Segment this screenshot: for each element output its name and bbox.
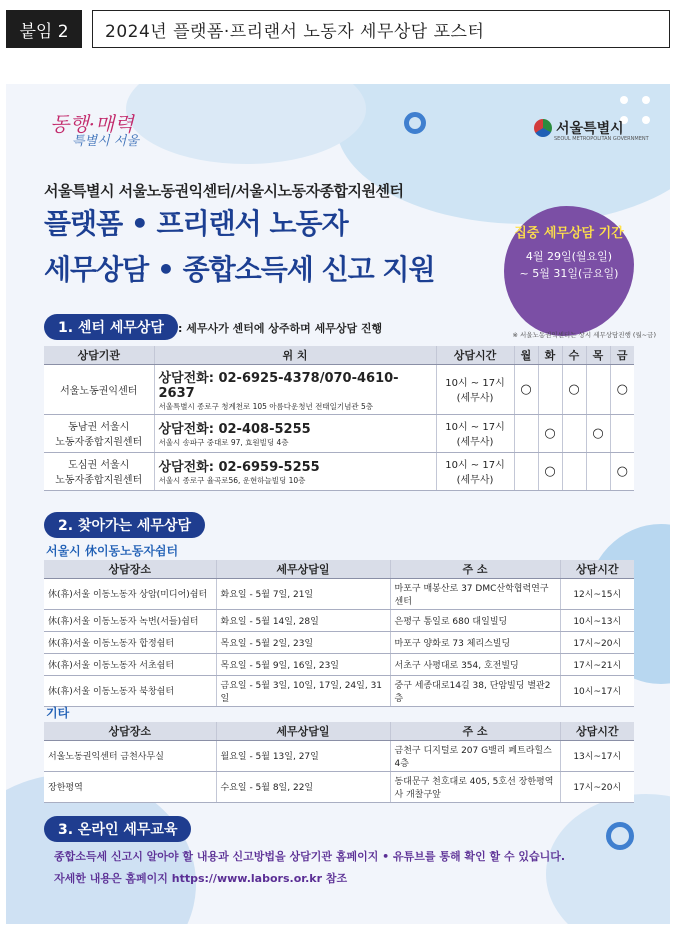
- table-row: [44, 653, 634, 675]
- poster-title-1: 플랫폼 • 프리랜서 노동자: [44, 207, 348, 240]
- cell-address: 은평구 통일로 680 대일빌딩: [390, 609, 560, 631]
- cell-day: [562, 414, 586, 452]
- cell-day: [586, 452, 610, 490]
- seoul-slogan-logo: [50, 114, 139, 149]
- section1-note: ※ 서울노동권익센터는 상시 세무상담진행 (월~금): [512, 331, 656, 339]
- cell-place: 休(휴)서울 이동노동자 녹번(서들)쉼터: [44, 609, 216, 631]
- cell-day: ○: [514, 364, 538, 414]
- table-row: [44, 631, 634, 653]
- cell-day: ○: [610, 364, 634, 414]
- seoul-city-logo: [534, 118, 649, 142]
- col-time: 상담시간: [560, 560, 634, 578]
- bg-blob: [336, 84, 670, 224]
- col-mon: 월: [514, 346, 538, 364]
- city-name: 서울특별시: [556, 121, 624, 137]
- cell-time: 17시~20시: [560, 771, 634, 802]
- time-note: (세무사): [456, 393, 494, 404]
- table-row: [44, 675, 634, 706]
- phone: 상담전화: 02-408-5255: [158, 422, 311, 437]
- slogan-sub: 특별시 서울: [72, 134, 139, 149]
- cell-date: 화요일 - 5월 14일, 28일: [216, 609, 390, 631]
- table-row: [44, 414, 634, 452]
- deco-dot: [642, 116, 650, 124]
- cell-date: 금요일 - 5월 3일, 10일, 17일, 24일, 31일: [216, 675, 390, 706]
- section2-sub2: 기타: [46, 706, 70, 720]
- col-org: 상담기관: [44, 346, 154, 364]
- cell-time: 12시~15시: [560, 578, 634, 609]
- document-header: [0, 0, 675, 64]
- slogan-main: 동행·매력: [50, 112, 134, 136]
- time: 10시 ~ 17시: [445, 422, 505, 433]
- cell-day: ○: [538, 414, 562, 452]
- cell-day: [562, 452, 586, 490]
- city-name-en: SEOUL METROPOLITAN GOVERNMENT: [554, 136, 649, 142]
- table-row: [44, 364, 634, 414]
- cell-address: 서초구 사평대로 354, 호전빌딩: [390, 653, 560, 675]
- cell-place: 休(휴)서울 이동노동자 북창쉼터: [44, 675, 216, 706]
- deco-ring: [404, 112, 426, 134]
- col-location: 위 치: [154, 346, 436, 364]
- col-fri: 금: [610, 346, 634, 364]
- cell-day: [514, 414, 538, 452]
- cell-day: [514, 452, 538, 490]
- attachment-tag: 붙임 2: [6, 10, 82, 48]
- period-badge: [504, 206, 634, 336]
- address: 서울시 종로구 율곡로56, 운현하늘빌딩 10층: [158, 476, 306, 485]
- cell-time: [436, 452, 514, 490]
- cell-time: [436, 364, 514, 414]
- address: 서울특별시 종로구 청계천로 105 아름다운청년 전태일기념관 5층: [158, 401, 374, 411]
- cell-day: [586, 364, 610, 414]
- seoul-emblem-icon: [534, 119, 552, 137]
- time-note: (세무사): [456, 475, 494, 486]
- cell-address: 마포구 매봉산로 37 DMC산학협력연구센터: [390, 578, 560, 609]
- cell-location: [154, 414, 436, 452]
- cell-time: 17시~20시: [560, 631, 634, 653]
- time-note: (세무사): [456, 437, 494, 448]
- time: 10시 ~ 17시: [445, 460, 505, 471]
- deco-dot: [642, 96, 650, 104]
- col-thu: 목: [586, 346, 610, 364]
- col-date: 세무상담일: [216, 560, 390, 578]
- cell-place: 서울노동권익센터 금천사무실: [44, 740, 216, 771]
- col-wed: 수: [562, 346, 586, 364]
- col-time: 상담시간: [436, 346, 514, 364]
- cell-location: [154, 452, 436, 490]
- cell-address: 중구 세종대로14길 38, 단암빌딩 별관2층: [390, 675, 560, 706]
- cell-place: 休(휴)서울 이동노동자 서초쉼터: [44, 653, 216, 675]
- address: 서울시 송파구 중대로 97, 효원빌딩 4층: [158, 438, 289, 447]
- document-title: 2024년 플랫폼·프리랜서 노동자 세무상담 포스터: [92, 10, 670, 48]
- cell-date: 월요일 - 5월 13일, 27일: [216, 740, 390, 771]
- cell-day: ○: [586, 414, 610, 452]
- col-date: 세무상담일: [216, 722, 390, 740]
- deco-dot: [620, 96, 628, 104]
- cell-place: 장한평역: [44, 771, 216, 802]
- poster-title-2: 세무상담 • 종합소득세 신고 지원: [44, 253, 435, 286]
- cell-address: 마포구 양화로 73 체리스빌딩: [390, 631, 560, 653]
- section3-line1: 종합소득세 신고시 알아야 할 내용과 신고방법을 상담기관 홈페이지 • 유튜브를 통해 확인 할 수 있습니다.: [54, 850, 566, 863]
- table-row: [44, 578, 634, 609]
- col-address: 주 소: [390, 560, 560, 578]
- cell-day: ○: [610, 452, 634, 490]
- section2-sub1: 서울시 休이동노동자쉼터: [46, 544, 179, 558]
- phone: 상담전화: 02-6959-5255: [158, 460, 320, 475]
- deco-ring: [606, 822, 634, 850]
- cell-day: [538, 364, 562, 414]
- table-header-row: [44, 346, 634, 364]
- cell-date: 목요일 - 5월 9일, 16일, 23일: [216, 653, 390, 675]
- cell-time: 17시~21시: [560, 653, 634, 675]
- cell-address: 동대문구 천호대로 405, 5호선 장한평역사 개찰구앞: [390, 771, 560, 802]
- organizer: 서울특별시 서울노동권익센터/서울시노동자종합지원센터: [44, 182, 404, 200]
- cell-time: 13시~17시: [560, 740, 634, 771]
- bg-blob: [126, 84, 366, 164]
- cell-org: 도심권 서울시 노동자종합지원센터: [44, 452, 154, 490]
- cell-time: [436, 414, 514, 452]
- cell-place: 休(휴)서울 이동노동자 상암(미디어)쉼터: [44, 578, 216, 609]
- cell-org: 서울노동권익센터: [44, 364, 154, 414]
- col-time: 상담시간: [560, 722, 634, 740]
- table-row: [44, 740, 634, 771]
- cell-day: ○: [562, 364, 586, 414]
- cell-address: 금천구 디지털로 207 G밸리 페트라힐스 4층: [390, 740, 560, 771]
- time: 10시 ~ 17시: [445, 378, 505, 389]
- phone: 상담전화: 02-6925-4378/070-4610-2637: [158, 370, 399, 401]
- center-table: [44, 346, 634, 491]
- col-place: 상담장소: [44, 560, 216, 578]
- table-header-row: [44, 722, 634, 740]
- col-place: 상담장소: [44, 722, 216, 740]
- table-row: [44, 452, 634, 490]
- section2-label: 2. 찾아가는 세무상담: [44, 512, 205, 538]
- table-row: [44, 771, 634, 802]
- other-table: [44, 722, 634, 803]
- period-end: ~ 5월 31일(금요일): [519, 266, 619, 280]
- period-title: 집중 세무상담 기간: [514, 226, 624, 241]
- cell-location: [154, 364, 436, 414]
- section1-label: 1. 센터 세무상담: [44, 314, 178, 340]
- col-address: 주 소: [390, 722, 560, 740]
- visit-table: [44, 560, 634, 707]
- cell-date: 목요일 - 5월 2일, 23일: [216, 631, 390, 653]
- table-header-row: [44, 560, 634, 578]
- cell-place: 休(휴)서울 이동노동자 합정쉼터: [44, 631, 216, 653]
- section3-line2: 자세한 내용은 홈페이지 https://www.labors.or.kr 참조: [54, 872, 348, 885]
- section1-desc: : 세무사가 센터에 상주하며 세무상담 진행: [178, 322, 383, 335]
- table-row: [44, 609, 634, 631]
- cell-org: 동남권 서울시 노동자종합지원센터: [44, 414, 154, 452]
- col-tue: 화: [538, 346, 562, 364]
- cell-date: 화요일 - 5월 7일, 21일: [216, 578, 390, 609]
- cell-date: 수요일 - 5월 8일, 22일: [216, 771, 390, 802]
- cell-time: 10시~17시: [560, 675, 634, 706]
- section3-label: 3. 온라인 세무교육: [44, 816, 191, 842]
- cell-day: ○: [538, 452, 562, 490]
- cell-time: 10시~13시: [560, 609, 634, 631]
- poster: [6, 84, 670, 924]
- period-start: 4월 29일(월요일): [525, 250, 613, 263]
- cell-day: [610, 414, 634, 452]
